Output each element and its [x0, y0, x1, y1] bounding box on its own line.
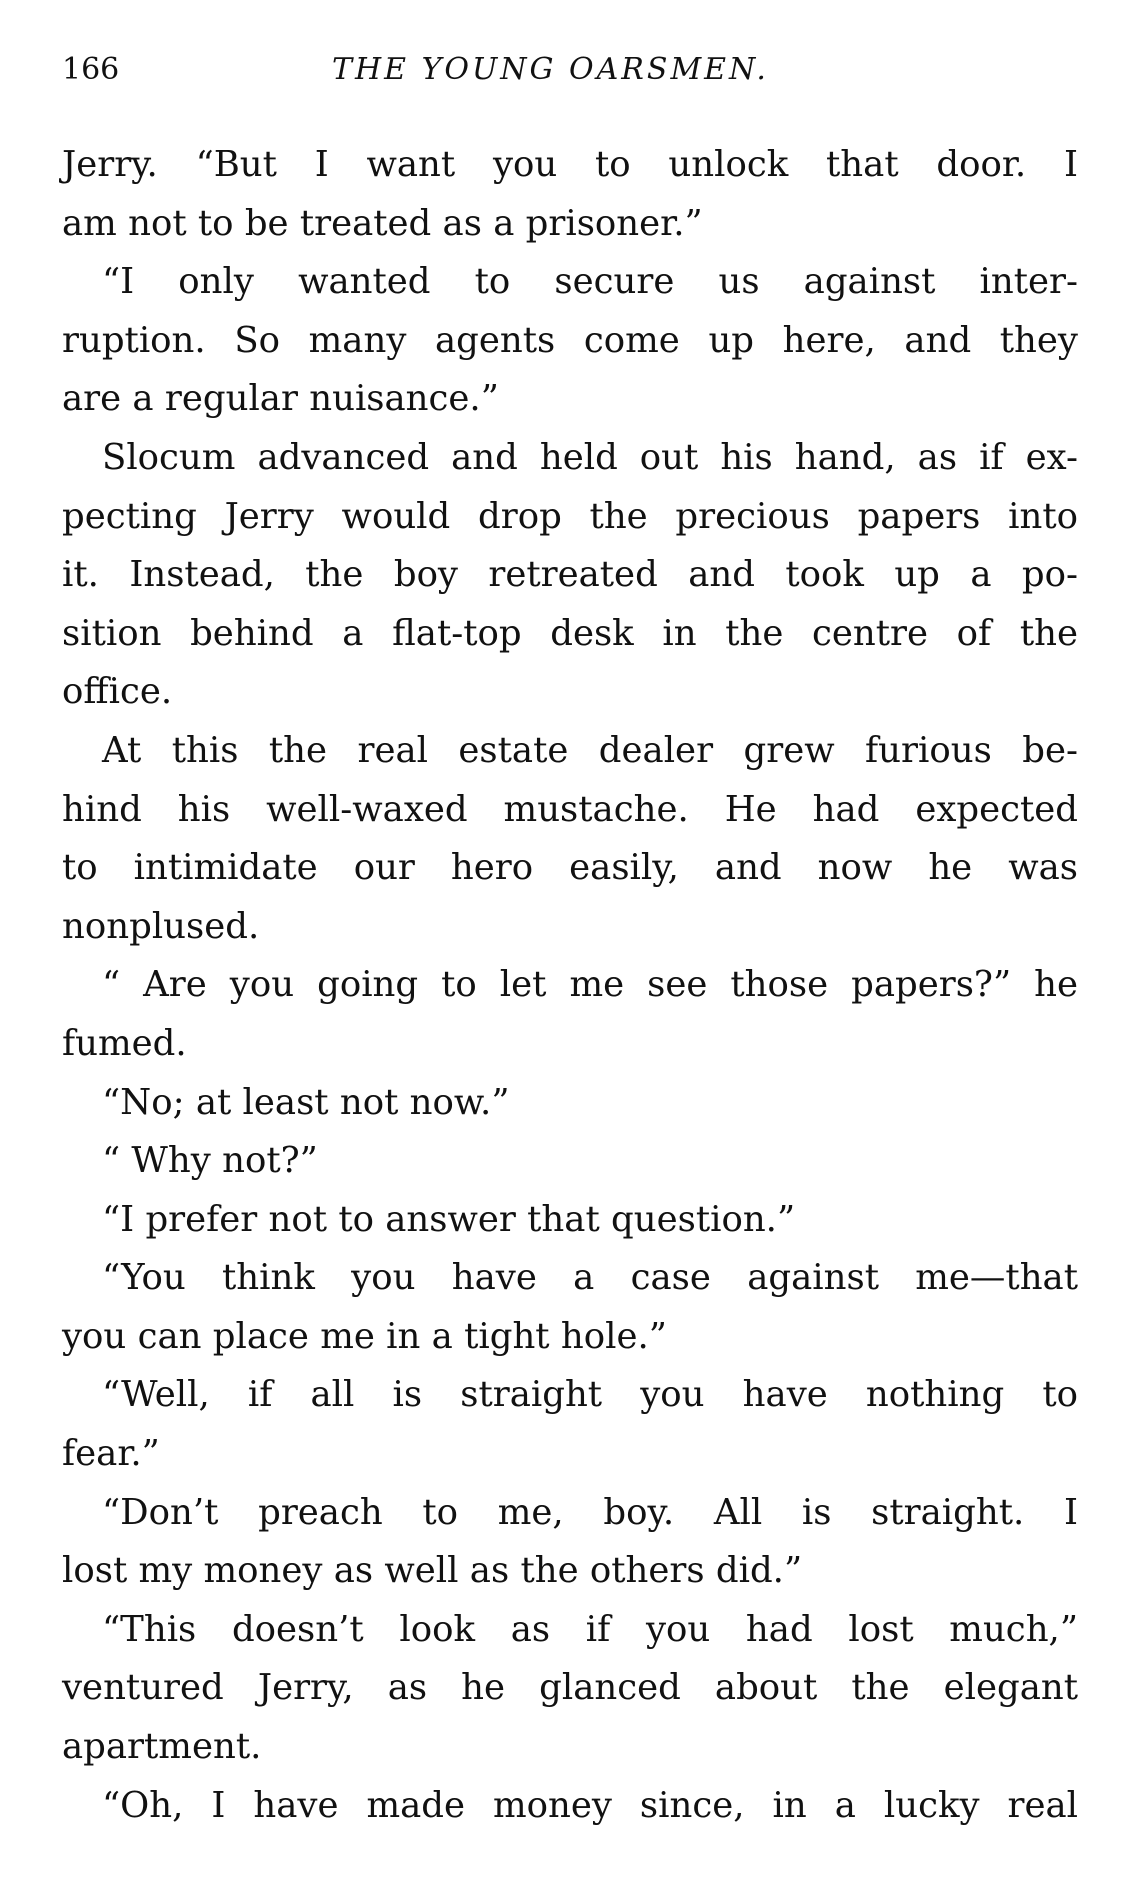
text-line: pecting Jerry would drop the precious papers into	[62, 495, 1078, 537]
text-line: “Don’t preach to me, boy. All is straight. I	[102, 1491, 1078, 1533]
text-line: ventured Jerry, as he glanced about the elegant	[62, 1667, 1078, 1709]
text-line: apartment.	[62, 1726, 262, 1768]
text-line: am not to be treated as a prisoner.”	[62, 202, 703, 244]
text-line: “You think you have a case against me—that	[102, 1257, 1078, 1299]
text-line: “This doesn’t look as if you had lost much,”	[102, 1608, 1078, 1650]
text-line: fear.”	[62, 1433, 160, 1475]
text-line: it. Instead, the boy retreated and took up a po-	[62, 554, 1078, 596]
text-line: Jerry. “But I want you to unlock that door. I	[62, 144, 1078, 185]
running-title: THE YOUNG OARSMEN.	[332, 52, 769, 87]
text-line: “Well, if all is straight you have nothing to	[102, 1374, 1078, 1416]
text-line: nonplused.	[62, 905, 260, 947]
text-line: to intimidate our hero easily, and now he was	[62, 847, 1078, 889]
text-line: ruption. So many agents come up here, and they	[62, 319, 1078, 361]
page-number: 166	[62, 52, 120, 87]
text-line: sition behind a flat-top desk in the centre of the	[62, 612, 1078, 654]
text-line: lost my money as well as the others did.”	[62, 1550, 803, 1592]
text-line: office.	[62, 671, 173, 713]
text-line: you can place me in a tight hole.”	[62, 1315, 667, 1357]
text-line: “Oh, I have made money since, in a lucky real	[102, 1784, 1078, 1826]
text-line: are a regular nuisance.”	[62, 378, 499, 420]
text-line: hind his well-waxed mustache. He had expected	[62, 788, 1078, 830]
text-line: “ Are you going to let me see those papers?” he	[102, 964, 1078, 1006]
text-line: “No; at least not now.”	[102, 1081, 510, 1123]
text-line: “I only wanted to secure us against inter-	[102, 261, 1078, 303]
text-line: At this the real estate dealer grew furious be-	[102, 729, 1078, 771]
body-text	[62, 136, 1078, 1835]
text-line: fumed.	[62, 1022, 187, 1064]
page-header	[62, 52, 1082, 102]
text-line: “I prefer not to answer that question.”	[102, 1198, 796, 1240]
text-line: “ Why not?”	[102, 1140, 318, 1182]
text-line: Slocum advanced and held out his hand, as if ex-	[102, 436, 1078, 478]
